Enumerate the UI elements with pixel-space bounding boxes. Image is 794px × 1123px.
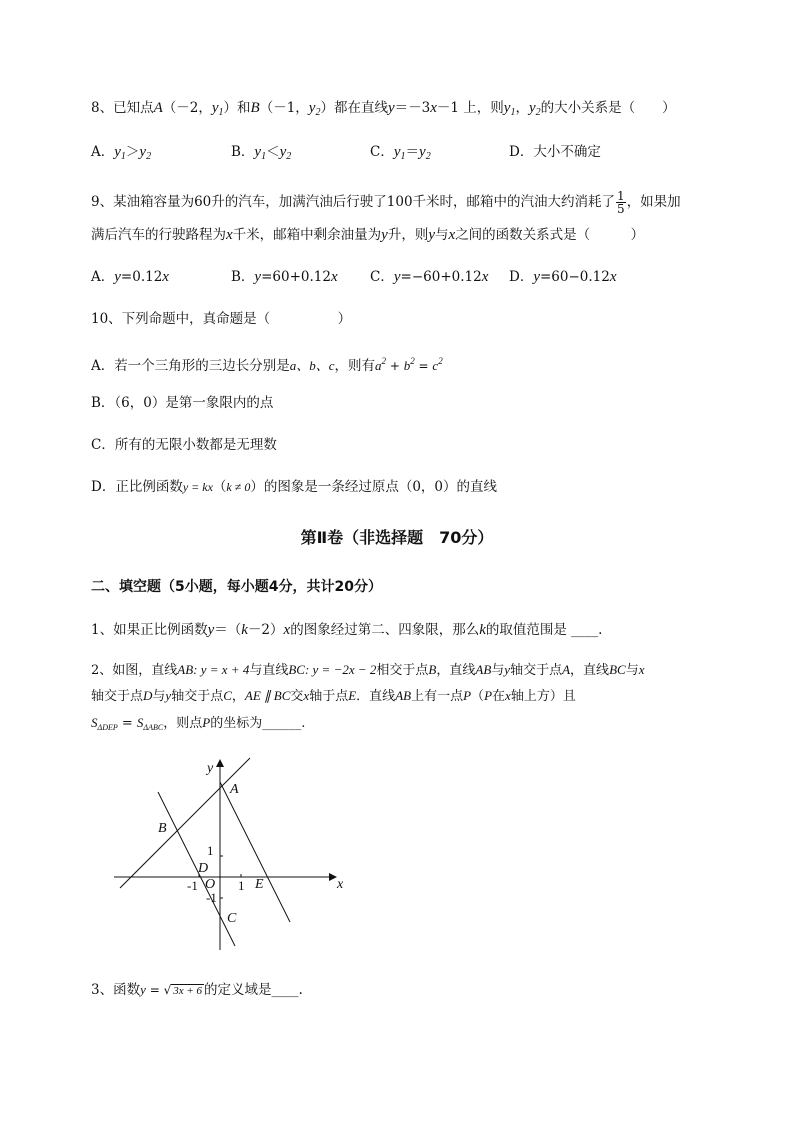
text: ，则有 bbox=[334, 358, 376, 374]
q10-option-b: B．（6，0）是第一象限内的点 bbox=[91, 395, 274, 411]
option-label: B． bbox=[231, 144, 255, 160]
text: （－1， bbox=[259, 100, 309, 116]
label-one-x: 1 bbox=[238, 878, 245, 893]
text: 在 bbox=[492, 689, 506, 704]
text: （ bbox=[212, 479, 227, 495]
operator: + bbox=[386, 359, 404, 373]
text: ， bbox=[231, 689, 245, 704]
text: 轴交于点 bbox=[91, 689, 144, 704]
q8-option-c bbox=[370, 142, 431, 167]
operator: = bbox=[145, 983, 164, 997]
text: D．正比例函数 bbox=[91, 479, 183, 495]
var-y: y bbox=[387, 100, 395, 116]
line-ab-eq: AB: y = x + 4 bbox=[177, 662, 250, 677]
line-bc bbox=[158, 792, 235, 946]
point-p: P bbox=[202, 715, 211, 730]
var-y: y bbox=[308, 100, 316, 116]
text: 1、如果正比例函数 bbox=[91, 622, 208, 638]
var-a: a bbox=[375, 358, 382, 373]
text: （－2， bbox=[162, 100, 212, 116]
text: ．直线 bbox=[356, 689, 396, 704]
var-x: x bbox=[430, 100, 437, 116]
var-y: y bbox=[114, 269, 121, 285]
var-y: y bbox=[114, 144, 121, 160]
text: ）的图象是一条经过原点（0，0）的直线 bbox=[250, 479, 498, 495]
fill-question-2-line-1 bbox=[91, 660, 644, 681]
text: 相交于点 bbox=[376, 663, 429, 678]
text: ， bbox=[515, 100, 529, 116]
fill-question-3 bbox=[91, 980, 303, 1001]
var-x: x bbox=[330, 269, 338, 285]
subscript: 2 bbox=[425, 151, 431, 162]
text: 轴于点 bbox=[309, 689, 349, 704]
subscript: 2 bbox=[286, 151, 292, 162]
text: ，如果加 bbox=[626, 194, 681, 210]
var-y: y bbox=[428, 227, 436, 243]
label-c: C bbox=[227, 911, 237, 926]
label-y: y bbox=[207, 761, 214, 776]
line-ab: AB bbox=[475, 662, 492, 677]
text: ＝（ bbox=[214, 622, 242, 638]
label-e: E bbox=[255, 877, 264, 892]
var-x: x bbox=[505, 688, 511, 703]
subscript: 2 bbox=[535, 107, 541, 118]
section-2-heading: 二、填空题（5小题，每小题4分，共计20分） bbox=[91, 579, 382, 595]
text: ，直线 bbox=[570, 663, 610, 678]
text: =60−0.12 bbox=[540, 269, 610, 285]
var-x: x bbox=[609, 269, 617, 285]
option-label: C． bbox=[370, 144, 394, 160]
sides: a、b、c bbox=[289, 358, 335, 373]
line-ab bbox=[120, 758, 250, 888]
var-x: x bbox=[448, 227, 456, 243]
formula: y = kx bbox=[182, 480, 213, 494]
q10-option-c: C．所有的无限小数都是无理数 bbox=[91, 437, 277, 453]
var-y: y bbox=[211, 100, 219, 116]
var-k: k bbox=[241, 622, 248, 638]
q9-option-a bbox=[91, 267, 169, 287]
text: =−60+0.12 bbox=[400, 269, 482, 285]
text: 上有一点 bbox=[411, 689, 464, 704]
label-one-y: 1 bbox=[207, 843, 214, 858]
var-x: x bbox=[226, 227, 233, 243]
point-d: D bbox=[143, 688, 153, 703]
area-symbol: S bbox=[136, 715, 144, 730]
subscript: 2 bbox=[146, 151, 152, 162]
var-y: y bbox=[419, 144, 426, 160]
option-label: A． bbox=[91, 144, 115, 160]
var-y: y bbox=[533, 269, 540, 285]
q8-option-a bbox=[91, 142, 151, 167]
point-c: C bbox=[223, 688, 232, 703]
text: 满后汽车的行驶路程为 bbox=[91, 227, 226, 243]
q9-option-d bbox=[509, 267, 617, 287]
text: 9、某油箱容量为60升的汽车，加满汽油后行驶了100千米时，邮箱中的汽油大约消耗了 bbox=[91, 194, 616, 210]
fill-question-2-line-3 bbox=[91, 713, 305, 738]
question-9-line-1 bbox=[91, 190, 681, 215]
text: 与 bbox=[625, 663, 639, 678]
var-y: y bbox=[504, 662, 511, 677]
text: 3、函数 bbox=[91, 982, 141, 998]
question-10-stem: 10、下列命题中，真命题是（ ） bbox=[91, 311, 352, 327]
text: ）和 bbox=[223, 100, 251, 116]
point-b: B bbox=[428, 662, 437, 677]
var-c: c bbox=[432, 358, 439, 373]
subscript: ΔABC bbox=[143, 723, 164, 732]
question-8-stem bbox=[91, 98, 676, 123]
var-k: k bbox=[479, 622, 486, 638]
text: 的图象经过第二、四象限，那么 bbox=[290, 622, 480, 638]
area-symbol: S bbox=[91, 715, 98, 730]
subscript: 1 bbox=[218, 107, 224, 118]
var-y: y bbox=[140, 982, 146, 997]
text: 交 bbox=[290, 689, 304, 704]
denominator: 5 bbox=[617, 202, 625, 216]
var-y: y bbox=[279, 144, 287, 160]
coordinate-figure bbox=[100, 750, 360, 960]
text: 的定义域是____. bbox=[204, 982, 303, 998]
text: 之间的函数关系式是（ ） bbox=[455, 227, 645, 243]
text: 升，则 bbox=[387, 227, 429, 243]
line-ae bbox=[220, 782, 290, 922]
operator: = bbox=[414, 359, 433, 373]
text: 千米，邮箱中剩余油量为 bbox=[232, 227, 382, 243]
var-y: y bbox=[207, 622, 215, 638]
text: 与 bbox=[491, 663, 505, 678]
fill-question-2-line-2 bbox=[91, 686, 576, 707]
text: ）都在直线 bbox=[320, 100, 388, 116]
sqrt-sign: √ bbox=[163, 983, 172, 997]
text: =60+0.12 bbox=[261, 269, 331, 285]
q9-option-b bbox=[231, 267, 338, 287]
text: （ bbox=[471, 689, 485, 704]
text: ＝－3 bbox=[394, 100, 431, 116]
exponent: 2 bbox=[381, 356, 387, 366]
var-b: b bbox=[403, 358, 411, 373]
subscript: 1 bbox=[120, 151, 126, 162]
label-a: A bbox=[230, 782, 239, 797]
text: 轴交于点 bbox=[171, 689, 224, 704]
var-x: x bbox=[303, 688, 310, 703]
var-y: y bbox=[528, 100, 536, 116]
text: 与 bbox=[435, 227, 449, 243]
label-neg1-y: -1 bbox=[206, 890, 217, 905]
var-y: y bbox=[254, 144, 262, 160]
line-bc: BC bbox=[609, 662, 626, 677]
exponent: 2 bbox=[438, 356, 443, 366]
text: 与 bbox=[152, 689, 166, 704]
text: 轴交于点 bbox=[510, 663, 563, 678]
operator: ＝ bbox=[405, 144, 420, 160]
operator: ＞ bbox=[125, 144, 140, 160]
label-x: x bbox=[337, 877, 344, 892]
subscript: ΔDEP bbox=[97, 723, 118, 732]
radicand: 3x + 6 bbox=[173, 985, 203, 997]
subscript: 1 bbox=[400, 151, 406, 162]
text: 8、已知点 bbox=[91, 100, 154, 116]
label-neg1-x: -1 bbox=[187, 878, 198, 893]
point-b: B bbox=[250, 100, 260, 116]
text: ，直线 bbox=[436, 663, 476, 678]
line-bc-eq: BC: y = −2x − 2 bbox=[288, 662, 377, 677]
exponent: 2 bbox=[410, 356, 415, 366]
text: 2、如图，直线 bbox=[91, 663, 178, 678]
option-text: 大小不确定 bbox=[533, 144, 601, 160]
text: 的大小关系是（ ） bbox=[540, 100, 676, 116]
option-label: D． bbox=[509, 269, 534, 285]
option-label: C． bbox=[370, 269, 394, 285]
text: A．若一个三角形的三边长分别是 bbox=[91, 358, 290, 374]
point-a: A bbox=[153, 100, 163, 116]
point-p: P bbox=[463, 688, 472, 703]
var-y: y bbox=[393, 144, 401, 160]
point-e: E bbox=[348, 688, 357, 703]
var-y: y bbox=[381, 227, 388, 243]
var-y: y bbox=[165, 688, 172, 703]
condition: k ≠ 0 bbox=[226, 480, 251, 494]
q9-option-c bbox=[370, 267, 488, 287]
text: 的坐标为______. bbox=[210, 716, 306, 731]
q10-option-d bbox=[91, 477, 497, 497]
q8-option-d bbox=[509, 142, 601, 162]
text: 与直线 bbox=[249, 663, 289, 678]
var-y: y bbox=[139, 144, 147, 160]
operator: ＜ bbox=[266, 144, 280, 160]
text: 的取值范围是 ____. bbox=[485, 622, 603, 638]
question-9-line-2 bbox=[91, 225, 644, 245]
subscript: 2 bbox=[315, 107, 321, 118]
text: ，则点 bbox=[163, 716, 203, 731]
fill-question-1 bbox=[91, 620, 602, 640]
q8-option-b bbox=[231, 142, 291, 167]
text: =0.12 bbox=[120, 269, 163, 285]
var-x: x bbox=[638, 662, 645, 677]
var-y: y bbox=[393, 269, 401, 285]
var-x: x bbox=[283, 622, 291, 638]
subscript: 1 bbox=[510, 107, 516, 118]
point-p: P bbox=[484, 688, 493, 703]
parallel-relation: AE ∥ BC bbox=[244, 688, 291, 703]
option-label: A． bbox=[91, 269, 115, 285]
var-y: y bbox=[254, 269, 262, 285]
var-x: x bbox=[481, 269, 489, 285]
operator: = bbox=[117, 716, 137, 731]
q10-option-a bbox=[91, 351, 443, 376]
part-2-title: 第Ⅱ卷（非选择题 70分） bbox=[300, 528, 494, 547]
text: －1 上，则 bbox=[436, 100, 504, 116]
option-label: B． bbox=[231, 269, 255, 285]
label-o: O bbox=[205, 877, 216, 892]
label-d: D bbox=[198, 861, 209, 876]
text: 轴上方）且 bbox=[510, 689, 576, 704]
label-b: B bbox=[158, 821, 167, 836]
var-y: y bbox=[503, 100, 511, 116]
option-label: D． bbox=[509, 144, 534, 160]
line-ab: AB bbox=[395, 688, 412, 703]
text: －2） bbox=[247, 622, 284, 638]
point-a: A bbox=[562, 662, 571, 677]
fraction-one-fifth bbox=[616, 190, 626, 215]
var-x: x bbox=[162, 269, 169, 285]
numerator: 1 bbox=[617, 189, 625, 203]
subscript: 1 bbox=[261, 151, 267, 162]
